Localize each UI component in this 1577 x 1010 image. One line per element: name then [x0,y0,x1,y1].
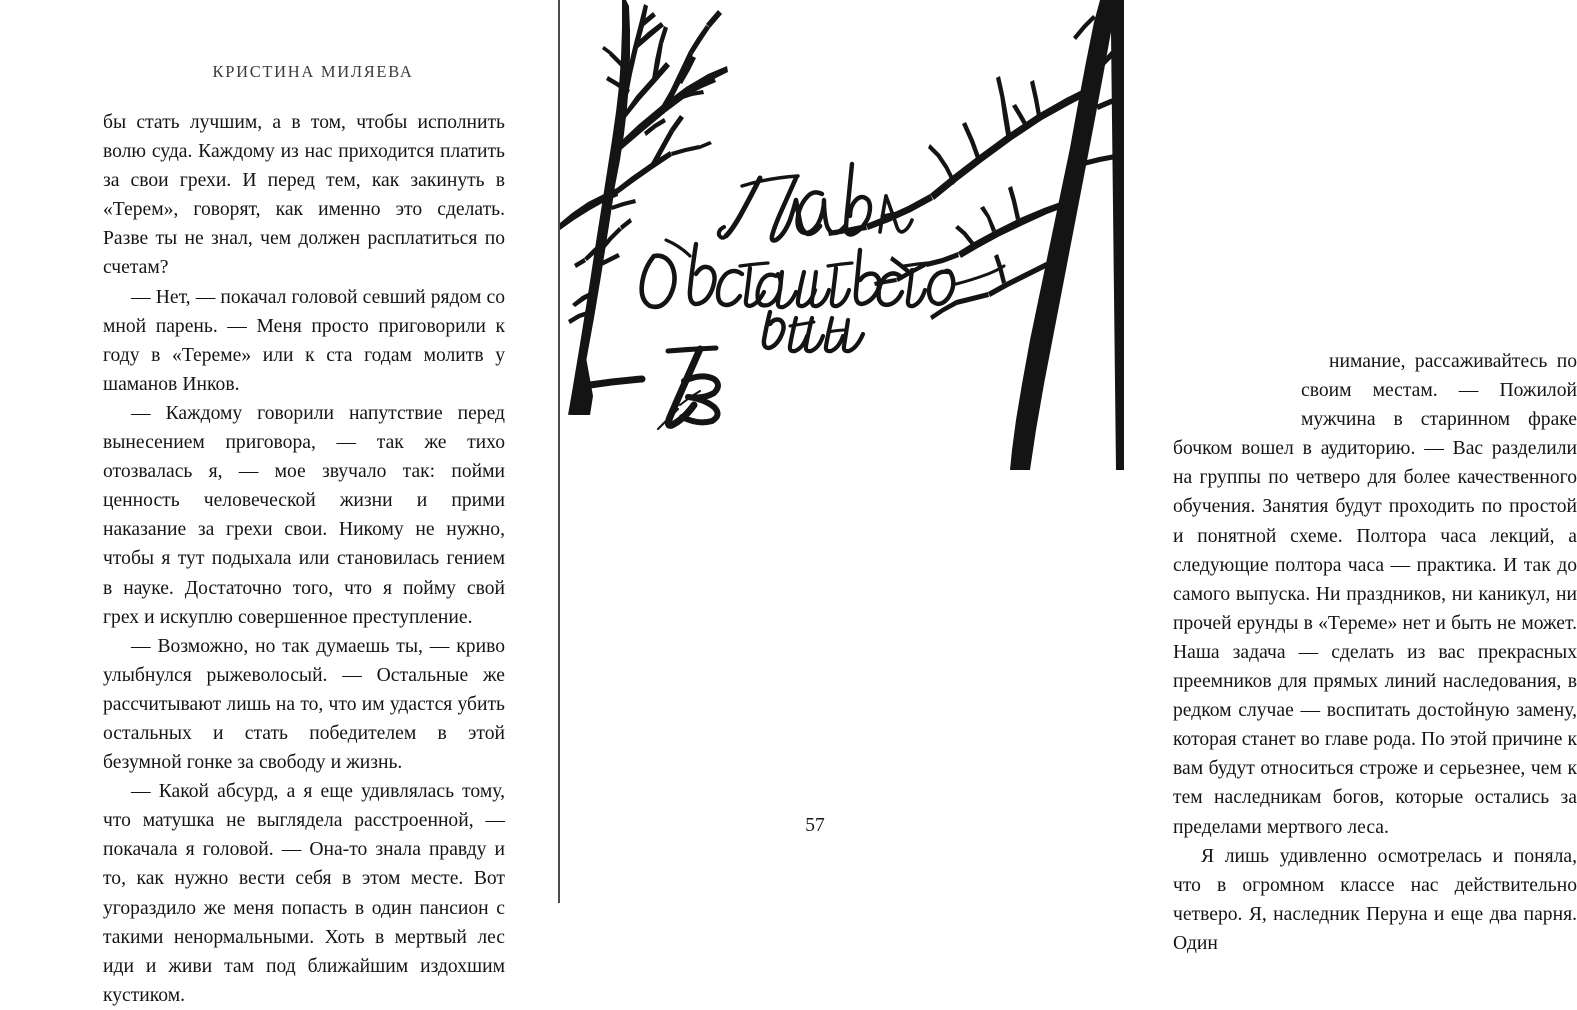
paragraph: Я лишь удивленно осмотрелась и поняла, что в огромном классе нас действительно четверо. Я, наследник Перуна и еще два парня. Один [1173,845,1577,954]
dropcap-letter-v [580,345,780,435]
paragraph: — Какой абсурд, а я еще удивлялась тому, что матушка не выглядела расстроенной, — покачала я головой. — Она-то знала правду и то, как нужно вести себя в этом месте. Вот угораздило же меня попасть в один пансион с такими ненормальными. Хоть в мертвый лес иди и живи там под ближайшим издохшим кустиком. [103,781,505,1006]
running-head: КРИСТИНА МИЛЯЕВА [212,62,414,81]
left-page [0,0,558,1006]
chapter-title [600,120,1080,330]
page-number: 57 [805,815,825,836]
paragraph: — Каждому говорили напутствие перед вынесением приговора, — так же тихо отозвалась я, — мое звучало так: пойми ценность человеческой жизни и прими наказание за грехи свои. Никому не нужно, чтобы я тут подыхала или становилась гением в науке. Достаточно того, что я пойму свой грех и искуплю совершенное преступление. [103,402,505,628]
dropcap-text [560,0,561,1]
paragraph-first: нимание, рассаживайтесь по своим местам. — Пожилой мужчина в старинном фраке бочком вошел в аудиторию. — Вас разделили на группы по четверо для более качественного обучения. Занятия будут проходить по простой и понятной схеме. Полтора часа лекций, а следующие полтора часа — практика. И так до самого выпуска. Ни праздников, ни каникул, ни прочей ерунды в «Тереме» нет и быть не может. Наша задача — сделать из вас прекрасных преемников для прямых линий наследования, в редком случае — воспитать достойную замену, которая станет во главе рода. По этой причине к вам будут относиться строже и серьезнее, чем к тем наследникам богов, которые остались за пределами мертвого леса. [1173,351,1577,838]
paragraph: бы стать лучшим, а в том, чтобы исполнить волю суда. Каждому из нас приходится платить за свои грехи. И перед тем, как закинуть в «Терем», говорят, как именно это сделать. Разве ты не знал, чем должен расплатиться по счетам? [103,112,505,279]
bare-tree-illustration [560,0,1124,470]
right-page-text-column [1173,347,1577,958]
left-page-text-column [103,108,505,1010]
right-page [560,0,1577,954]
paragraph: — Возможно, но так думаешь ты, — криво улыбнулся рыжеволосый. — Остальные же рассчитывают лишь на то, что им удастся убить остальных и стать победителем в этой безумной гонке за свободу и жизнь. [103,635,505,774]
chapter-label-text [560,0,561,1]
chapter-title-text [560,0,561,1]
paragraph: — Нет, — покачал головой севший рядом со мной парень. — Меня просто приговорили к году в «Тереме» или к ста годам молитв у шаманов Инков. [103,286,505,395]
